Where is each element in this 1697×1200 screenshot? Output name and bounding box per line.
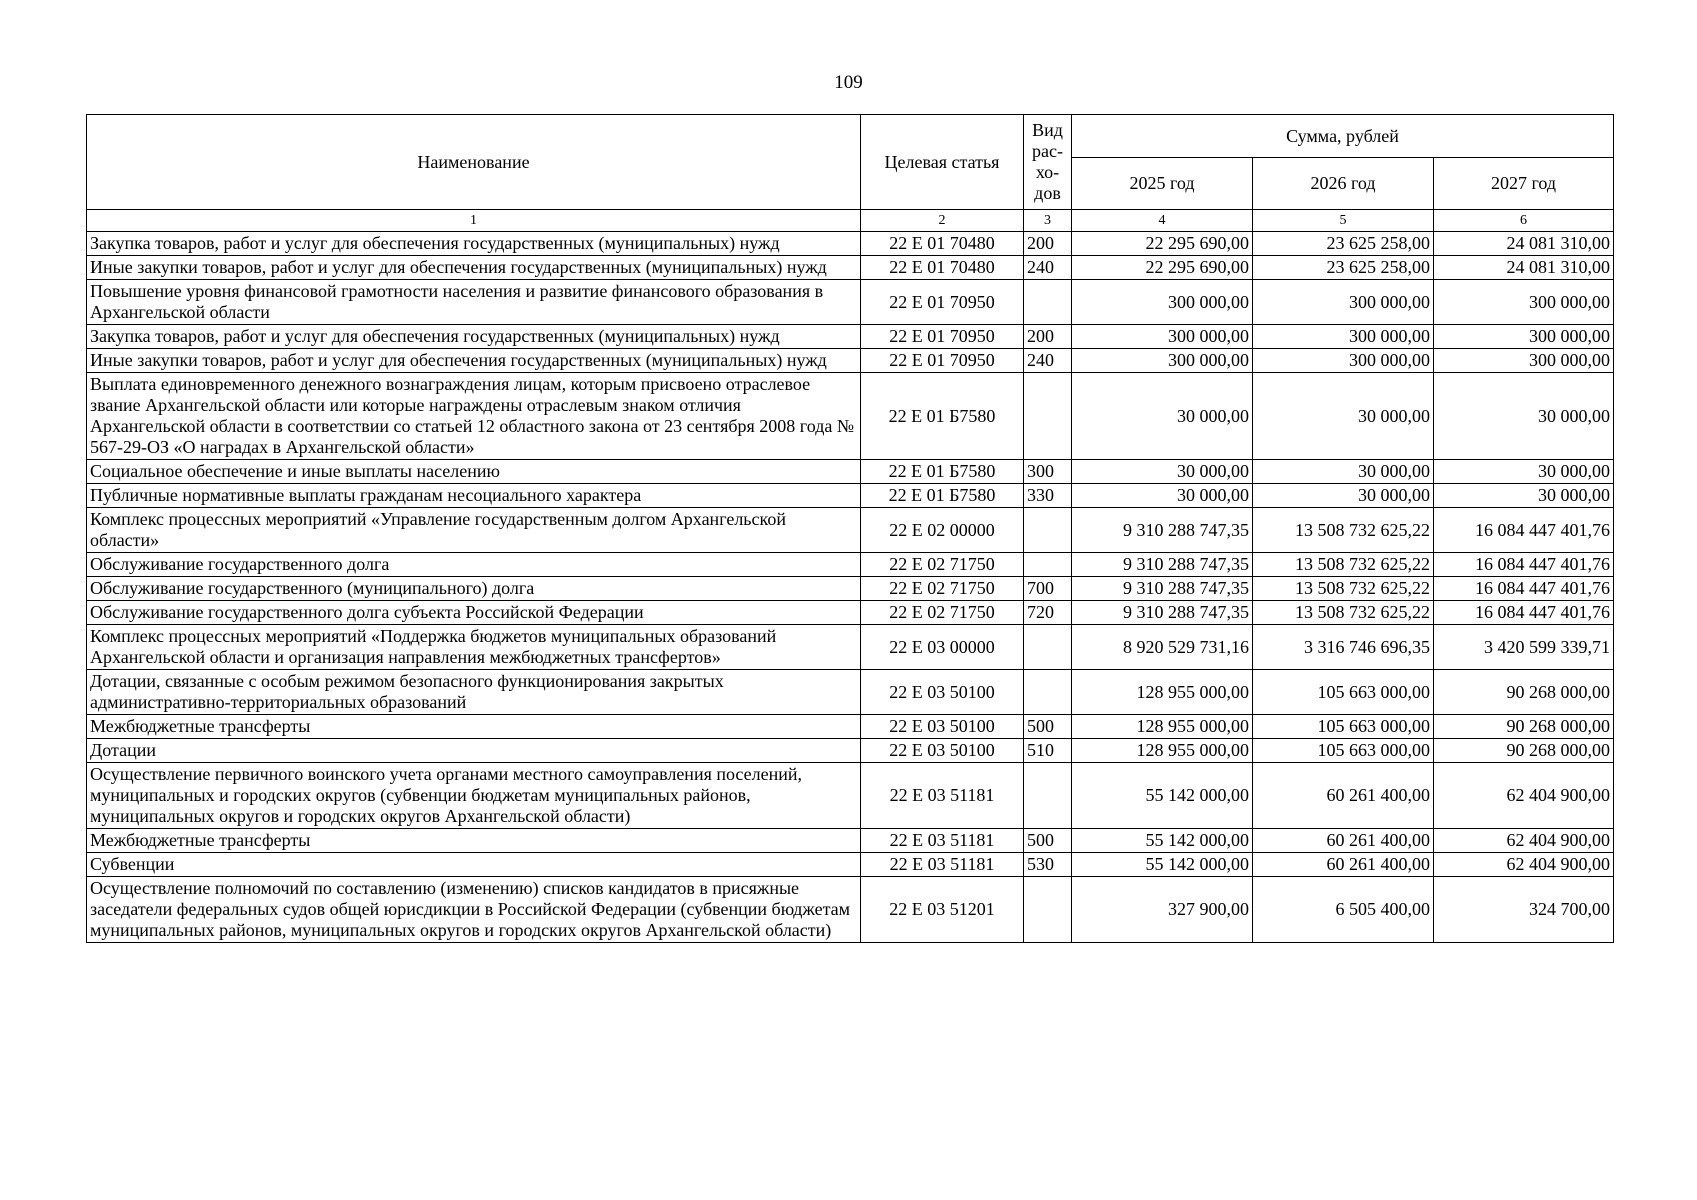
row-name: Обслуживание государственного (муниципального) долга bbox=[87, 577, 861, 601]
column-number: 4 bbox=[1072, 210, 1253, 232]
row-target-code: 22 Е 03 51201 bbox=[861, 877, 1024, 943]
column-number: 1 bbox=[87, 210, 861, 232]
row-target-code: 22 Е 01 70480 bbox=[861, 232, 1024, 256]
table-row bbox=[87, 877, 1614, 943]
row-amount-2027: 62 404 900,00 bbox=[1434, 853, 1614, 877]
row-amount-2026: 13 508 732 625,22 bbox=[1253, 508, 1434, 553]
row-amount-2026: 13 508 732 625,22 bbox=[1253, 601, 1434, 625]
row-expense-kind bbox=[1024, 280, 1072, 325]
table-row bbox=[87, 829, 1614, 853]
row-amount-2025: 30 000,00 bbox=[1072, 460, 1253, 484]
row-amount-2026: 300 000,00 bbox=[1253, 349, 1434, 373]
row-amount-2026: 60 261 400,00 bbox=[1253, 763, 1434, 829]
row-amount-2027: 62 404 900,00 bbox=[1434, 829, 1614, 853]
row-amount-2025: 9 310 288 747,35 bbox=[1072, 553, 1253, 577]
row-target-code: 22 Е 03 51181 bbox=[861, 853, 1024, 877]
row-amount-2025: 327 900,00 bbox=[1072, 877, 1253, 943]
row-target-code: 22 Е 02 71750 bbox=[861, 601, 1024, 625]
row-amount-2026: 300 000,00 bbox=[1253, 280, 1434, 325]
row-target-code: 22 Е 02 00000 bbox=[861, 508, 1024, 553]
column-number-row bbox=[87, 210, 1614, 232]
table-row bbox=[87, 763, 1614, 829]
row-target-code: 22 Е 02 71750 bbox=[861, 553, 1024, 577]
row-target-code: 22 Е 03 51181 bbox=[861, 763, 1024, 829]
row-expense-kind: 530 bbox=[1024, 853, 1072, 877]
row-target-code: 22 Е 01 Б7580 bbox=[861, 373, 1024, 460]
row-amount-2026: 30 000,00 bbox=[1253, 484, 1434, 508]
row-amount-2026: 6 505 400,00 bbox=[1253, 877, 1434, 943]
row-amount-2025: 30 000,00 bbox=[1072, 373, 1253, 460]
row-target-code: 22 Е 01 Б7580 bbox=[861, 484, 1024, 508]
row-target-code: 22 Е 01 Б7580 bbox=[861, 460, 1024, 484]
row-target-code: 22 Е 03 50100 bbox=[861, 715, 1024, 739]
row-amount-2027: 30 000,00 bbox=[1434, 484, 1614, 508]
header-sum: Сумма, рублей bbox=[1072, 115, 1614, 158]
row-name: Закупка товаров, работ и услуг для обеспечения государственных (муниципальных) нужд bbox=[87, 232, 861, 256]
row-amount-2025: 300 000,00 bbox=[1072, 325, 1253, 349]
row-amount-2025: 9 310 288 747,35 bbox=[1072, 508, 1253, 553]
budget-table bbox=[86, 114, 1614, 943]
table-row bbox=[87, 601, 1614, 625]
row-expense-kind: 500 bbox=[1024, 829, 1072, 853]
row-name: Иные закупки товаров, работ и услуг для обеспечения государственных (муниципальных) нужд bbox=[87, 349, 861, 373]
header-kind: Вид рас-хо-дов bbox=[1024, 115, 1072, 210]
row-target-code: 22 Е 03 50100 bbox=[861, 739, 1024, 763]
row-amount-2025: 9 310 288 747,35 bbox=[1072, 601, 1253, 625]
row-expense-kind: 300 bbox=[1024, 460, 1072, 484]
row-target-code: 22 Е 03 51181 bbox=[861, 829, 1024, 853]
row-target-code: 22 Е 01 70950 bbox=[861, 349, 1024, 373]
row-expense-kind: 510 bbox=[1024, 739, 1072, 763]
row-amount-2025: 300 000,00 bbox=[1072, 280, 1253, 325]
row-expense-kind: 200 bbox=[1024, 232, 1072, 256]
row-expense-kind bbox=[1024, 373, 1072, 460]
row-amount-2025: 30 000,00 bbox=[1072, 484, 1253, 508]
row-amount-2025: 128 955 000,00 bbox=[1072, 670, 1253, 715]
row-target-code: 22 Е 01 70950 bbox=[861, 280, 1024, 325]
row-name: Комплекс процессных мероприятий «Поддержка бюджетов муниципальных образований Архангельской области и организация направления межбюджетных трансфертов» bbox=[87, 625, 861, 670]
row-amount-2027: 90 268 000,00 bbox=[1434, 670, 1614, 715]
row-expense-kind: 720 bbox=[1024, 601, 1072, 625]
row-expense-kind bbox=[1024, 763, 1072, 829]
row-name: Иные закупки товаров, работ и услуг для обеспечения государственных (муниципальных) нужд bbox=[87, 256, 861, 280]
row-amount-2025: 128 955 000,00 bbox=[1072, 715, 1253, 739]
table-row bbox=[87, 373, 1614, 460]
row-name: Дотации, связанные с особым режимом безопасного функционирования закрытых административно-территориальных образований bbox=[87, 670, 861, 715]
row-expense-kind: 200 bbox=[1024, 325, 1072, 349]
row-amount-2027: 16 084 447 401,76 bbox=[1434, 601, 1614, 625]
row-target-code: 22 Е 01 70480 bbox=[861, 256, 1024, 280]
header-year-2026: 2026 год bbox=[1253, 158, 1434, 210]
row-amount-2025: 55 142 000,00 bbox=[1072, 829, 1253, 853]
row-amount-2027: 3 420 599 339,71 bbox=[1434, 625, 1614, 670]
header-target: Целевая статья bbox=[861, 115, 1024, 210]
row-amount-2027: 30 000,00 bbox=[1434, 373, 1614, 460]
row-amount-2026: 300 000,00 bbox=[1253, 325, 1434, 349]
table-row bbox=[87, 232, 1614, 256]
row-expense-kind: 500 bbox=[1024, 715, 1072, 739]
table-row bbox=[87, 508, 1614, 553]
row-amount-2025: 22 295 690,00 bbox=[1072, 232, 1253, 256]
row-amount-2026: 13 508 732 625,22 bbox=[1253, 553, 1434, 577]
row-expense-kind bbox=[1024, 508, 1072, 553]
row-amount-2026: 60 261 400,00 bbox=[1253, 829, 1434, 853]
row-name: Выплата единовременного денежного вознаграждения лицам, которым присвоено отраслевое звание Архангельской области или которые награждены отраслевым знаком отличия Архангельской области в соответствии со статьей 12 областного закона от 23 сентября 2008 года № 567-29-ОЗ «О наградах в Архангельской области» bbox=[87, 373, 861, 460]
table-body bbox=[87, 210, 1614, 943]
row-expense-kind bbox=[1024, 625, 1072, 670]
table-row bbox=[87, 280, 1614, 325]
row-amount-2025: 9 310 288 747,35 bbox=[1072, 577, 1253, 601]
row-amount-2027: 16 084 447 401,76 bbox=[1434, 508, 1614, 553]
row-amount-2026: 105 663 000,00 bbox=[1253, 670, 1434, 715]
row-amount-2027: 324 700,00 bbox=[1434, 877, 1614, 943]
row-name: Закупка товаров, работ и услуг для обеспечения государственных (муниципальных) нужд bbox=[87, 325, 861, 349]
row-name: Осуществление полномочий по составлению (изменению) списков кандидатов в присяжные заседатели федеральных судов общей юрисдикции в Российской Федерации (субвенции бюджетам муниципальных районов, муниципальных округов и городских округов Архангельской области) bbox=[87, 877, 861, 943]
row-target-code: 22 Е 01 70950 bbox=[861, 325, 1024, 349]
row-amount-2027: 30 000,00 bbox=[1434, 460, 1614, 484]
page-number: 109 bbox=[834, 72, 863, 93]
row-name: Повышение уровня финансовой грамотности населения и развитие финансового образования в Архангельской области bbox=[87, 280, 861, 325]
row-name: Межбюджетные трансферты bbox=[87, 715, 861, 739]
row-amount-2025: 55 142 000,00 bbox=[1072, 763, 1253, 829]
table-row bbox=[87, 460, 1614, 484]
table-row bbox=[87, 256, 1614, 280]
row-amount-2027: 24 081 310,00 bbox=[1434, 256, 1614, 280]
row-target-code: 22 Е 03 50100 bbox=[861, 670, 1024, 715]
row-amount-2026: 3 316 746 696,35 bbox=[1253, 625, 1434, 670]
row-amount-2027: 90 268 000,00 bbox=[1434, 739, 1614, 763]
row-amount-2025: 300 000,00 bbox=[1072, 349, 1253, 373]
row-name: Публичные нормативные выплаты гражданам несоциального характера bbox=[87, 484, 861, 508]
row-amount-2025: 22 295 690,00 bbox=[1072, 256, 1253, 280]
table-row bbox=[87, 739, 1614, 763]
row-amount-2026: 105 663 000,00 bbox=[1253, 715, 1434, 739]
table-row bbox=[87, 670, 1614, 715]
row-name: Комплекс процессных мероприятий «Управление государственным долгом Архангельской области» bbox=[87, 508, 861, 553]
table-row bbox=[87, 853, 1614, 877]
row-name: Дотации bbox=[87, 739, 861, 763]
row-expense-kind bbox=[1024, 553, 1072, 577]
row-amount-2026: 23 625 258,00 bbox=[1253, 256, 1434, 280]
row-amount-2025: 8 920 529 731,16 bbox=[1072, 625, 1253, 670]
row-expense-kind: 700 bbox=[1024, 577, 1072, 601]
column-number: 2 bbox=[861, 210, 1024, 232]
row-amount-2026: 60 261 400,00 bbox=[1253, 853, 1434, 877]
header-year-2027: 2027 год bbox=[1434, 158, 1614, 210]
row-expense-kind: 330 bbox=[1024, 484, 1072, 508]
row-amount-2025: 55 142 000,00 bbox=[1072, 853, 1253, 877]
table-row bbox=[87, 577, 1614, 601]
table-row bbox=[87, 484, 1614, 508]
row-amount-2027: 300 000,00 bbox=[1434, 349, 1614, 373]
table-header bbox=[87, 115, 1614, 210]
row-amount-2025: 128 955 000,00 bbox=[1072, 739, 1253, 763]
row-amount-2027: 300 000,00 bbox=[1434, 280, 1614, 325]
row-amount-2027: 16 084 447 401,76 bbox=[1434, 577, 1614, 601]
row-name: Субвенции bbox=[87, 853, 861, 877]
row-expense-kind: 240 bbox=[1024, 349, 1072, 373]
header-name: Наименование bbox=[87, 115, 861, 210]
row-expense-kind bbox=[1024, 877, 1072, 943]
row-amount-2026: 13 508 732 625,22 bbox=[1253, 577, 1434, 601]
row-name: Межбюджетные трансферты bbox=[87, 829, 861, 853]
row-target-code: 22 Е 02 71750 bbox=[861, 577, 1024, 601]
column-number: 3 bbox=[1024, 210, 1072, 232]
column-number: 5 bbox=[1253, 210, 1434, 232]
row-amount-2026: 30 000,00 bbox=[1253, 460, 1434, 484]
column-number: 6 bbox=[1434, 210, 1614, 232]
row-expense-kind: 240 bbox=[1024, 256, 1072, 280]
row-target-code: 22 Е 03 00000 bbox=[861, 625, 1024, 670]
row-name: Обслуживание государственного долга субъекта Российской Федерации bbox=[87, 601, 861, 625]
row-amount-2027: 62 404 900,00 bbox=[1434, 763, 1614, 829]
table-row bbox=[87, 625, 1614, 670]
row-amount-2027: 24 081 310,00 bbox=[1434, 232, 1614, 256]
row-expense-kind bbox=[1024, 670, 1072, 715]
table-row bbox=[87, 325, 1614, 349]
header-year-2025: 2025 год bbox=[1072, 158, 1253, 210]
row-name: Социальное обеспечение и иные выплаты населению bbox=[87, 460, 861, 484]
table-row bbox=[87, 715, 1614, 739]
row-name: Обслуживание государственного долга bbox=[87, 553, 861, 577]
row-amount-2027: 16 084 447 401,76 bbox=[1434, 553, 1614, 577]
row-name: Осуществление первичного воинского учета органами местного самоуправления поселений, муниципальных и городских округов (субвенции бюджетам муниципальных районов, муниципальных округов и городских округов Архангельской области) bbox=[87, 763, 861, 829]
table-row bbox=[87, 349, 1614, 373]
row-amount-2027: 90 268 000,00 bbox=[1434, 715, 1614, 739]
table-row bbox=[87, 553, 1614, 577]
row-amount-2027: 300 000,00 bbox=[1434, 325, 1614, 349]
row-amount-2026: 105 663 000,00 bbox=[1253, 739, 1434, 763]
row-amount-2026: 23 625 258,00 bbox=[1253, 232, 1434, 256]
row-amount-2026: 30 000,00 bbox=[1253, 373, 1434, 460]
